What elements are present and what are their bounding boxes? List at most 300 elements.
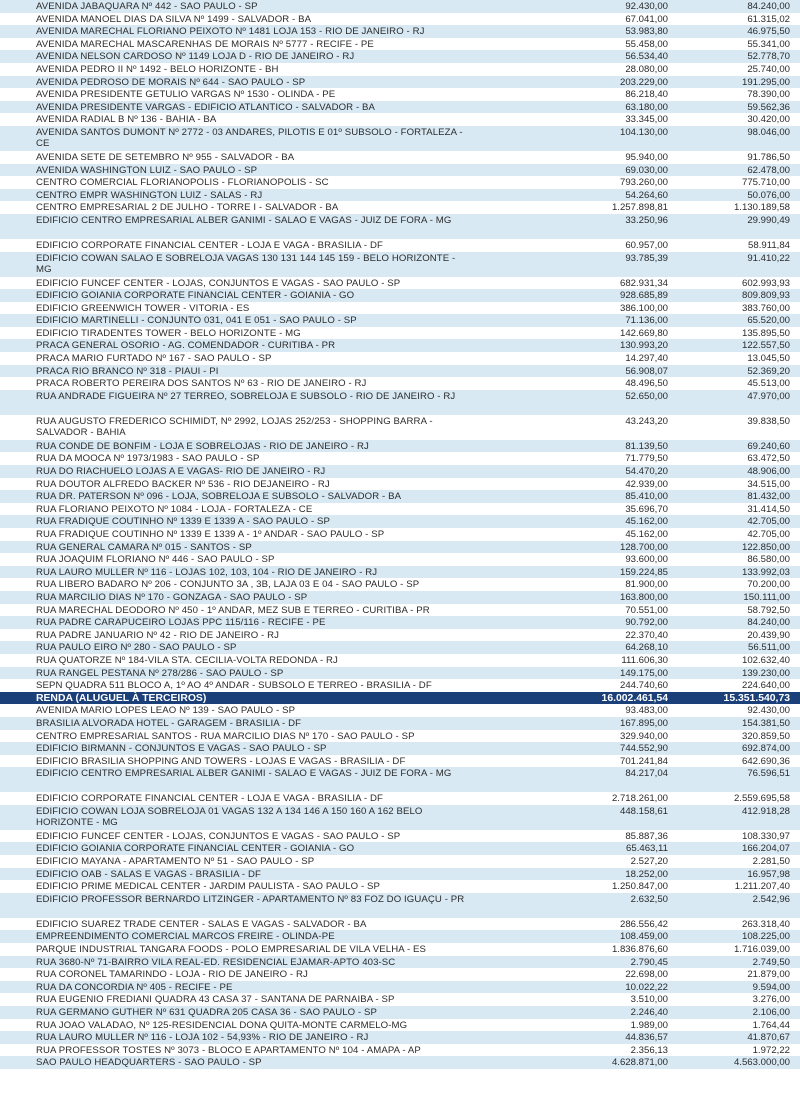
value-current: 48.496,50 [625, 378, 668, 390]
table-row [0, 654, 800, 667]
value-current: 149.175,00 [619, 667, 668, 679]
table-row [0, 553, 800, 566]
table-row [0, 641, 800, 654]
value-previous: 775.710,00 [741, 177, 790, 189]
table-row [0, 151, 800, 164]
value-current: 159.224,85 [619, 566, 668, 578]
table-row [0, 101, 800, 114]
value-previous: 2.106,00 [752, 1007, 790, 1018]
value-previous: 81.432,00 [747, 491, 790, 503]
property-name: AVENIDA PRESIDENTE VARGAS - EDIFICIO ATLANTICO - SALVADOR - BA [36, 101, 376, 113]
value-previous: 58.911,84 [748, 239, 790, 251]
value-current: 104.130,00 [619, 126, 668, 138]
value-current: 130.993,20 [619, 340, 668, 352]
section-header-renda [0, 692, 800, 705]
value-current: 448.158,61 [619, 805, 668, 817]
value-previous: 135.895,50 [741, 327, 790, 339]
table-row [0, 302, 800, 315]
value-previous: 50.076,00 [747, 189, 790, 201]
value-current: 54.470,20 [625, 466, 668, 478]
value-current: 1.989,00 [630, 1019, 668, 1031]
value-current: 793.260,00 [619, 177, 668, 189]
property-name: RUA EUGENIO FREDIANI QUADRA 43 CASA 37 - SANTANA DE PARNAIBA - SP [36, 994, 395, 1006]
value-current: 85.887,36 [625, 830, 668, 842]
value-current: 701.241,84 [619, 755, 668, 767]
value-current: 52.650,00 [625, 390, 668, 402]
value-current: 22.698,00 [625, 969, 668, 981]
table-row [0, 164, 800, 177]
table-row [0, 868, 800, 881]
table-row [0, 478, 800, 491]
value-previous: 4.563.000,00 [733, 1057, 790, 1069]
value-current: 18.252,00 [625, 868, 668, 880]
value-previous: 29.990,49 [747, 214, 790, 226]
property-name: AVENIDA PEDROSO DE MORAIS Nº 644 - SAO PAULO - SP [36, 76, 306, 88]
value-previous: 809.809,93 [741, 290, 790, 302]
value-current: 60.957,00 [625, 239, 668, 251]
value-previous: 92.430,00 [747, 705, 790, 717]
value-previous: 41.870,67 [747, 1032, 790, 1044]
property-name: RUA QUATORZE Nº 184-VILA STA. CECILIA-VOLTA REDONDA - RJ [36, 654, 338, 666]
value-current: 10.022,22 [625, 981, 668, 993]
value-previous: 84.240,00 [747, 617, 790, 629]
value-previous: 16.957,98 [747, 868, 790, 880]
value-previous: 65.520,00 [747, 315, 790, 327]
table-row [0, 415, 800, 440]
table-row [0, 289, 800, 302]
value-current: 2.790,45 [630, 956, 668, 968]
value-current: 45.162,00 [625, 516, 668, 528]
table-row [0, 742, 800, 755]
value-previous: 150.111,00 [743, 591, 790, 603]
table-row [0, 956, 800, 969]
property-name: RUA DO RIACHUELO LOJAS A E VAGAS- RIO DE JANEIRO - RJ [36, 466, 326, 478]
value-current: 86.218,40 [625, 89, 668, 101]
property-name: EDIFICIO PROFESSOR BERNARDO LITZINGER - APARTAMENTO Nº 83 FOZ DO IGUAÇU - PR [36, 893, 465, 905]
value-current: 2.356,13 [630, 1044, 668, 1056]
value-current: 64.268,10 [625, 642, 668, 654]
table-row [0, 792, 800, 805]
table-row [0, 76, 800, 89]
property-name: AVENIDA NELSON CARDOSO Nº 1149 LOJA D - RIO DE JANEIRO - RJ [36, 51, 355, 63]
table-row [0, 339, 800, 352]
table-row [0, 755, 800, 768]
table-row [0, 704, 800, 717]
value-current: 67.041,00 [625, 13, 668, 25]
property-name: EDIFICIO GOIANIA CORPORATE FINANCIAL CENTER - GOIANIA - GO [36, 843, 355, 855]
value-previous: 56.511,00 [748, 642, 790, 654]
table-row [0, 503, 800, 516]
value-previous: 21.879,00 [747, 969, 790, 981]
property-name: RUA LIBERO BADARO Nº 206 - CONJUNTO 3A , 3B, LAJA 03 E 04 - SAO PAULO - SP [36, 579, 420, 591]
property-name: EDIFICIO COWAN SALAO E SOBRELOJA VAGAS 130 131 144 145 159 - BELO HORIZONTE - MG [36, 252, 456, 275]
property-name: CENTRO EMPRESARIAL 2 DE JULHO - TORRE I - SALVADOR - BA [36, 202, 339, 214]
property-name: RUA PADRE CARAPUCEIRO LOJAS PPC 115/116 - RECIFE - PE [36, 617, 326, 629]
table-row [0, 591, 800, 604]
property-name: EDIFICIO FUNCEF CENTER - LOJAS, CONJUNTOS E VAGAS - SAO PAULO - SP [36, 277, 401, 289]
value-current: 1.250.847,00 [611, 881, 668, 893]
table-row [0, 465, 800, 478]
table-row [0, 38, 800, 51]
property-name: RUA FRADIQUE COUTINHO Nº 1339 E 1339 A - SAO PAULO - SP [36, 516, 331, 528]
table-row [0, 13, 800, 26]
value-previous: 692.874,00 [741, 743, 790, 755]
table-row [0, 842, 800, 855]
value-previous: 102.632,40 [741, 654, 790, 666]
value-previous: 1.211.207,40 [734, 881, 790, 893]
property-name: EDIFICIO COWAN LOJA SOBRELOJA 01 VAGAS 132 A 134 146 A 150 160 A 162 BELO HORIZONTE - MG [36, 805, 423, 829]
table-row [0, 805, 800, 830]
value-current: 163.800,00 [619, 591, 668, 603]
property-name: EDIFICIO CORPORATE FINANCIAL CENTER - LOJA E VAGA - BRASILIA - DF [36, 793, 383, 805]
value-current: 928.685,89 [619, 290, 668, 302]
table-row [0, 452, 800, 465]
value-previous: 263.318,40 [741, 918, 790, 930]
table-row [0, 968, 800, 981]
value-current: 93.785,39 [625, 252, 668, 264]
table-row [0, 1031, 800, 1044]
property-name: PRACA RIO BRANCO Nº 318 - PIAUI - PI [36, 365, 219, 377]
value-previous: 122.850,00 [741, 541, 790, 553]
table-row [0, 730, 800, 743]
section-total-previous: 15.351.540,73 [723, 692, 790, 704]
value-current: 71.136,00 [625, 315, 668, 327]
table-row [0, 918, 800, 931]
value-previous: 30.420,00 [747, 114, 790, 126]
property-name: AVENIDA MARECHAL MASCARENHAS DE MORAIS Nº 5777 - RECIFE - PE [36, 38, 374, 50]
table-row [0, 0, 800, 13]
value-current: 244.740,60 [619, 680, 668, 692]
value-previous: 91.786,50 [747, 151, 790, 163]
value-current: 65.463,11 [626, 843, 668, 855]
value-current: 56.908,07 [625, 365, 668, 377]
property-name: RUA CONDE DE BONFIM - LOJA E SOBRELOJAS - RIO DE JANEIRO - RJ [36, 440, 369, 452]
property-name: RUA DA MOOCA Nº 1973/1983 - SAO PAULO - SP [36, 453, 260, 465]
table-row [0, 679, 800, 692]
value-previous: 61.315,02 [747, 13, 790, 25]
value-previous: 91.410,22 [747, 252, 790, 264]
value-current: 93.483,00 [625, 705, 668, 717]
property-name: AVENIDA RADIAL B Nº 136 - BAHIA - BA [36, 114, 217, 126]
value-current: 2.632,50 [630, 893, 668, 905]
value-current: 43.243,20 [625, 415, 668, 427]
value-previous: 166.204,07 [741, 843, 790, 855]
value-previous: 154.381,50 [741, 717, 790, 729]
table-row [0, 578, 800, 591]
property-name: EDIFICIO CENTRO EMPRESARIAL ALBER GANIMI - SALAO E VAGAS - JUIZ DE FORA - MG [36, 214, 452, 226]
table-row [0, 616, 800, 629]
value-previous: 9.594,00 [752, 981, 790, 993]
property-name: RUA MARECHAL DEODORO Nº 450 - 1º ANDAR, MEZ SUB E TERREO - CURITIBA - PR [36, 604, 430, 616]
value-previous: 108.225,00 [741, 931, 790, 943]
value-previous: 62.478,00 [747, 164, 790, 176]
value-previous: 133.992,03 [741, 566, 790, 578]
value-previous: 1.716.039,00 [733, 944, 790, 956]
property-name: RUA MARCILIO DIAS Nº 170 - GONZAGA - SAO PAULO - SP [36, 591, 308, 603]
value-current: 167.895,00 [619, 717, 668, 729]
property-name: RUA RANGEL PESTANA Nº 278/286 - SAO PAULO - SP [36, 667, 284, 679]
property-name: EDIFICIO PRIME MEDICAL CENTER - JARDIM PAULISTA - SAO PAULO - SP [36, 881, 381, 893]
value-current: 55.458,00 [625, 38, 668, 50]
value-current: 35.696,70 [625, 503, 668, 515]
value-previous: 642.690,36 [741, 755, 790, 767]
value-current: 85.410,00 [625, 491, 668, 503]
value-current: 93.600,00 [625, 554, 668, 566]
value-current: 28.080,00 [625, 63, 668, 75]
table-row [0, 717, 800, 730]
property-name: RUA 3680-Nº 71-BAIRRO VILA REAL-ED. RESIDENCIAL EJAMAR-APTO 403-SC [36, 956, 396, 968]
property-name: EDIFICIO FUNCEF CENTER - LOJAS, CONJUNTOS E VAGAS - SAO PAULO - SP [36, 830, 401, 842]
table-row [0, 327, 800, 340]
table-row [0, 113, 800, 126]
value-previous: 139.230,00 [741, 667, 790, 679]
table-row [0, 239, 800, 252]
value-previous: 320.859,50 [741, 730, 790, 742]
value-previous: 13.045,50 [747, 353, 790, 365]
section-title: RENDA (ALUGUEL À TERCEIROS) [36, 692, 207, 704]
property-name: AVENIDA SETE DE SETEMBRO Nº 955 - SALVADOR - BA [36, 151, 295, 163]
property-name: SAO PAULO HEADQUARTERS - SAO PAULO - SP [36, 1057, 262, 1069]
value-current: 3.510,00 [630, 994, 668, 1006]
value-previous: 1.130.189,58 [733, 202, 790, 214]
value-current: 329.940,00 [619, 730, 668, 742]
table-row [0, 50, 800, 63]
property-name: RUA FLORIANO PEIXOTO Nº 1084 - LOJA - FORTALEZA - CE [36, 503, 313, 515]
table-row [0, 189, 800, 202]
table-row [0, 176, 800, 189]
value-current: 111.606,30 [621, 654, 668, 666]
property-name: EDIFICIO GOIANIA CORPORATE FINANCIAL CENTER - GOIANIA - GO [36, 290, 355, 302]
table-row [0, 993, 800, 1006]
property-name: AVENIDA MARIO LOPES LEAO Nº 139 - SAO PAULO - SP [36, 705, 296, 717]
value-current: 108.459,00 [619, 931, 668, 943]
value-previous: 48.906,00 [747, 466, 790, 478]
value-previous: 52.778,70 [747, 51, 790, 63]
value-current: 22.370,40 [625, 629, 668, 641]
value-previous: 122.557,50 [741, 340, 790, 352]
table-row [0, 943, 800, 956]
table-row [0, 390, 800, 415]
value-current: 69.030,00 [625, 164, 668, 176]
table-row [0, 981, 800, 994]
value-previous: 47.970,00 [747, 390, 790, 402]
value-current: 286.556,42 [619, 918, 668, 930]
property-name: PRACA MARIO FURTADO Nº 167 - SAO PAULO - SP [36, 353, 272, 365]
property-name: AVENIDA JABAQUARA Nº 442 - SAO PAULO - SP [36, 1, 258, 12]
property-name: RUA PAULO EIRO Nº 280 - SAO PAULO - SP [36, 642, 237, 654]
table-row [0, 365, 800, 378]
table-row [0, 126, 800, 151]
value-previous: 39.838,50 [747, 415, 790, 427]
table-row [0, 214, 800, 239]
property-name: RUA DOUTOR ALFREDO BACKER Nº 536 - RIO DEJANEIRO - RJ [36, 478, 330, 490]
property-name: BRASILIA ALVORADA HOTEL - GARAGEM - BRASILIA - DF [36, 717, 302, 729]
table-row [0, 515, 800, 528]
value-current: 2.527,20 [630, 856, 668, 868]
table-row [0, 893, 800, 918]
value-previous: 25.740,00 [747, 63, 790, 75]
property-name: EDIFICIO BIRMANN - CONJUNTOS E VAGAS - SAO PAULO - SP [36, 743, 327, 755]
value-previous: 78.390,00 [747, 89, 790, 101]
value-previous: 46.975,50 [747, 26, 790, 38]
value-current: 44.836,57 [625, 1032, 668, 1044]
property-name: CENTRO COMERCIAL FLORIANOPOLIS - FLORIANOPOLIS - SC [36, 177, 329, 189]
property-name: EDIFICIO BRASILIA SHOPPING AND TOWERS - LOJAS E VAGAS - BRASILIA - DF [36, 755, 406, 767]
property-name: EDIFICIO CORPORATE FINANCIAL CENTER - LOJA E VAGA - BRASILIA - DF [36, 239, 383, 251]
table-row [0, 930, 800, 943]
value-current: 744.552,90 [619, 743, 668, 755]
property-name: RUA PADRE JANUARIO Nº 42 - RIO DE JANEIRO - RJ [36, 629, 280, 641]
property-name: EMPREENDIMENTO COMERCIAL MARCOS FREIRE - OLINDA-PE [36, 931, 335, 943]
value-previous: 383.760,00 [741, 302, 790, 314]
property-name: RUA FRADIQUE COUTINHO Nº 1339 E 1339 A - 1º ANDAR - SAO PAULO - SP [36, 529, 385, 540]
value-previous: 2.559.695,58 [733, 793, 790, 805]
value-previous: 63.472,50 [747, 453, 790, 465]
value-current: 203.229,00 [619, 76, 668, 88]
value-current: 2.246,40 [630, 1007, 668, 1018]
value-current: 54.264,60 [625, 189, 668, 201]
table-row [0, 314, 800, 327]
property-name: AVENIDA SANTOS DUMONT Nº 2772 - 03 ANDARES, PILOTIS E 01º SUBSOLO - FORTALEZA - CE [36, 126, 463, 150]
value-previous: 45.513,00 [747, 378, 790, 390]
value-previous: 76.596,51 [747, 768, 790, 780]
table-row [0, 767, 800, 792]
value-previous: 52.369,20 [747, 365, 790, 377]
section-total-current: 16.002.461,54 [601, 692, 668, 704]
property-name: EDIFICIO MARTINELLI - CONJUNTO 031, 041 E 051 - SAO PAULO - SP [36, 315, 357, 327]
value-previous: 2.281,50 [752, 856, 790, 868]
property-name: RUA LAURO MULLER Nº 116 - LOJA 102 - 54,93% - RIO DE JANEIRO - RJ [36, 1032, 369, 1044]
property-name: AVENIDA MARECHAL FLORIANO PEIXOTO Nº 1481 LOJA 153 - RIO DE JANEIRO - RJ [36, 26, 425, 38]
value-previous: 98.046,00 [747, 126, 790, 138]
table-row [0, 880, 800, 893]
table-row [0, 667, 800, 680]
value-previous: 1.972,22 [752, 1044, 790, 1056]
property-name: EDIFICIO OAB - SALAS E VAGAS - BRASILIA - DF [36, 868, 261, 880]
table-row [0, 440, 800, 453]
table-row [0, 541, 800, 554]
value-current: 84.217,04 [625, 768, 668, 780]
value-current: 4.628.871,00 [611, 1057, 668, 1069]
value-previous: 224.640,00 [741, 680, 790, 692]
value-previous: 412.918,28 [741, 805, 790, 817]
property-name: EDIFICIO GREENWICH TOWER - VITORIA - ES [36, 302, 250, 314]
value-previous: 602.993,93 [741, 277, 790, 289]
table-row [0, 277, 800, 290]
value-previous: 70.200,00 [747, 579, 790, 591]
value-previous: 3.276,00 [752, 994, 790, 1006]
property-name: CENTRO EMPRESARIAL SANTOS - RUA MARCILIO DIAS Nº 170 - SAO PAULO - SP [36, 730, 415, 742]
value-previous: 42.705,00 [747, 516, 790, 528]
value-current: 386.100,00 [619, 302, 668, 314]
property-name: PARQUE INDUSTRIAL TANGARA FOODS - POLO EMPRESARIAL DE VILA VELHA - ES [36, 944, 427, 956]
property-name: PRACA ROBERTO PEREIRA DOS SANTOS Nº 63 - RIO DE JANEIRO - RJ [36, 378, 367, 390]
value-previous: 108.330,97 [741, 830, 790, 842]
value-current: 71.779,50 [625, 453, 668, 465]
value-current: 1.836.876,60 [611, 944, 668, 956]
property-name: CENTRO EMPR WASHINGTON LUIZ - SALAS - RJ [36, 189, 263, 201]
property-name: RUA JOAQUIM FLORIANO Nº 446 - SAO PAULO - SP [36, 554, 275, 566]
value-previous: 58.792,50 [747, 604, 790, 616]
value-previous: 2.749,50 [752, 956, 790, 968]
property-name: PRACA GENERAL OSORIO - AG. COMENDADOR - CURITIBA - PR [36, 340, 336, 352]
table-row [0, 1044, 800, 1057]
table-row [0, 201, 800, 214]
property-name: RUA AUGUSTO FREDERICO SCHIMIDT, Nº 2992, LOJAS 252/253 - SHOPPING BARRA - SALVADOR - BAHIA [36, 415, 433, 439]
table-row [0, 855, 800, 868]
value-previous: 20.439,90 [747, 629, 790, 641]
value-previous: 42.705,00 [747, 529, 790, 540]
value-current: 70.551,00 [625, 604, 668, 616]
property-name: RUA JOAO VALADAO, Nº 125-RESIDENCIAL DONA QUITA-MONTE CARMELO-MG [36, 1019, 408, 1031]
value-previous: 191.295,00 [741, 76, 790, 88]
value-current: 56.534,40 [625, 51, 668, 63]
property-name: EDIFICIO MAYANA - APARTAMENTO Nº 51 - SAO PAULO - SP [36, 856, 315, 868]
property-name: RUA DR. PATERSON Nº 096 - LOJA, SOBRELOJA E SUBSOLO - SALVADOR - BA [36, 491, 402, 503]
value-current: 1.257.898,81 [611, 202, 668, 214]
value-previous: 31.414,50 [747, 503, 790, 515]
table-row [0, 352, 800, 365]
table-row [0, 1006, 800, 1019]
value-current: 45.162,00 [625, 529, 668, 540]
property-name: AVENIDA PEDRO II Nº 1492 - BELO HORIZONTE - BH [36, 63, 279, 75]
value-previous: 69.240,60 [747, 440, 790, 452]
property-name: RUA ANDRADE FIGUEIRA Nº 27 TERREO, SOBRELOJA E SUBSOLO - RIO DE JANEIRO - RJ [36, 390, 456, 402]
property-name: EDIFICIO TIRADENTES TOWER - BELO HORIZONTE - MG [36, 327, 301, 339]
property-name: RUA PROFESSOR TOSTES Nº 3073 - BLOCO E APARTAMENTO Nº 104 - AMAPA - AP [36, 1044, 421, 1056]
table-row [0, 88, 800, 101]
table-row [0, 528, 800, 541]
table-row [0, 566, 800, 579]
value-current: 81.139,50 [625, 440, 668, 452]
property-name: AVENIDA PRESIDENTE GETULIO VARGAS Nº 1530 - OLINDA - PE [36, 89, 336, 101]
table-row [0, 25, 800, 38]
property-name: EDIFICIO CENTRO EMPRESARIAL ALBER GANIMI - SALAO E VAGAS - JUIZ DE FORA - MG [36, 768, 452, 780]
table-row [0, 63, 800, 76]
value-previous: 2.542,96 [752, 893, 790, 905]
table-row [0, 490, 800, 503]
value-previous: 59.562,36 [747, 101, 790, 113]
value-previous: 34.515,00 [747, 478, 790, 490]
value-current: 2.718.261,00 [611, 793, 668, 805]
table-row [0, 377, 800, 390]
property-name: RUA CORONEL TAMARINDO - LOJA - RIO DE JANEIRO - RJ [36, 969, 308, 981]
value-current: 128.700,00 [619, 541, 668, 553]
property-name: RUA DA CONCORDIA Nº 405 - RECIFE - PE [36, 981, 233, 993]
property-name: RUA GENERAL CAMARA Nº 015 - SANTOS - SP [36, 541, 252, 553]
value-current: 95.940,00 [625, 151, 668, 163]
value-current: 33.345,00 [625, 114, 668, 126]
table-row [0, 604, 800, 617]
value-current: 63.180,00 [625, 101, 668, 113]
value-current: 90.792,00 [625, 617, 668, 629]
value-current: 53.983,80 [625, 26, 668, 38]
property-name: EDIFICIO SUAREZ TRADE CENTER - SALAS E VAGAS - SALVADOR - BA [36, 918, 367, 930]
value-current: 92.430,00 [625, 1, 668, 12]
table-row [0, 252, 800, 277]
value-previous: 1.764,44 [752, 1019, 790, 1031]
value-current: 33.250,96 [625, 214, 668, 226]
table-row [0, 830, 800, 843]
property-name: AVENIDA WASHINGTON LUIZ - SAO PAULO - SP [36, 164, 258, 176]
value-current: 42.939,00 [625, 478, 668, 490]
value-current: 682.931,34 [619, 277, 668, 289]
value-previous: 84.240,00 [747, 1, 790, 12]
property-name: RUA LAURO MULLER Nº 116 - LOJAS 102, 103, 104 - RIO DE JANEIRO - RJ [36, 566, 378, 578]
value-current: 14.297,40 [625, 353, 668, 365]
table-row [0, 1056, 800, 1069]
table-row [0, 1019, 800, 1032]
